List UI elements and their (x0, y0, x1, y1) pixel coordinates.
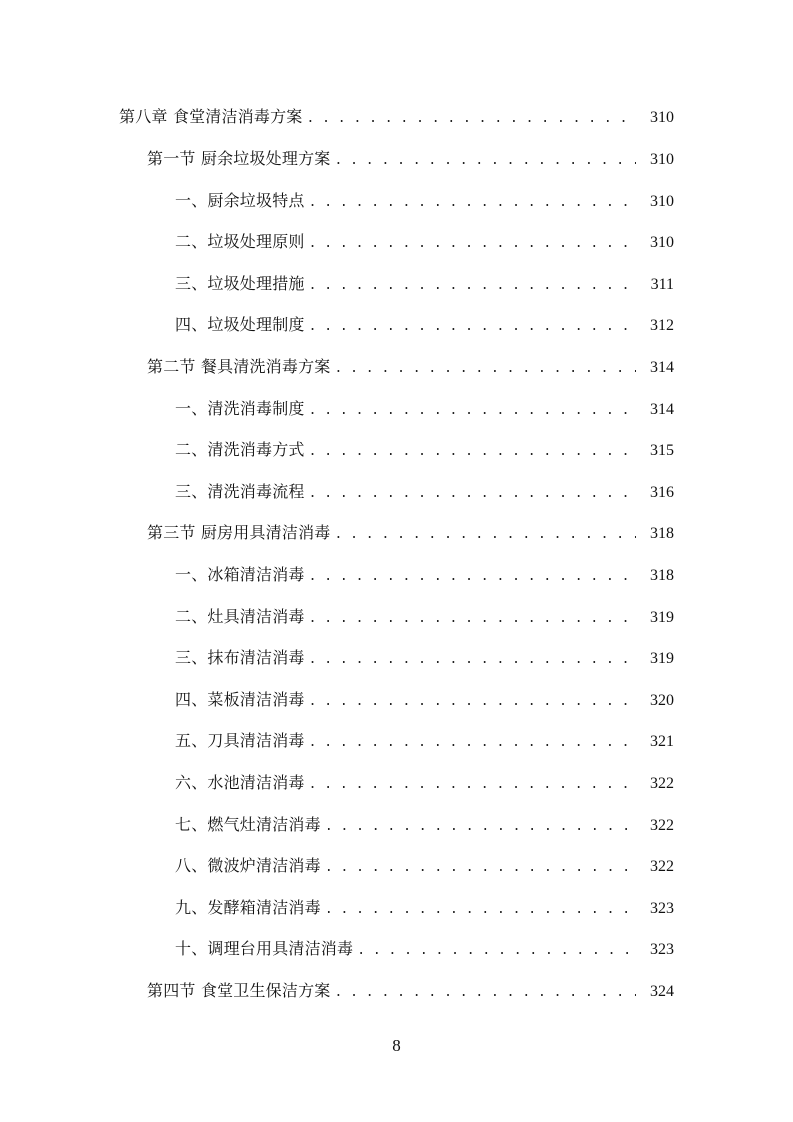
toc-entry-page: 322 (650, 858, 674, 875)
toc-entry-title: 五、刀具清洁消毒 (175, 731, 305, 750)
toc-entry-title: 一、厨余垃圾特点 (175, 191, 305, 210)
dot-leader (357, 939, 636, 963)
toc-entry-page: 310 (650, 234, 674, 251)
toc-entry-item[interactable] (175, 313, 674, 337)
toc-entry-page: 312 (650, 317, 674, 334)
toc-entry-page: 321 (650, 733, 674, 750)
toc-entry-section-2[interactable] (147, 355, 674, 379)
toc-entry-title: 第二节 餐具清洗消毒方案 (147, 357, 331, 376)
dot-leader (309, 191, 636, 215)
toc-entry-page: 320 (650, 692, 674, 709)
dot-leader (325, 898, 636, 922)
toc-entry-item[interactable] (175, 937, 674, 961)
toc-entry-page: 322 (650, 775, 674, 792)
toc-entry-title: 八、微波炉清洁消毒 (175, 856, 321, 875)
dot-leader (325, 856, 636, 880)
dot-leader (309, 565, 636, 589)
page-number: 8 (392, 1036, 401, 1055)
dot-leader (309, 607, 636, 631)
dot-leader (309, 773, 636, 797)
toc-entry-title: 十、调理台用具清洁消毒 (175, 939, 354, 958)
toc-entry-title: 六、水池清洁消毒 (175, 773, 305, 792)
toc-entry-title: 三、抹布清洁消毒 (175, 648, 305, 667)
toc-entry-chapter-8[interactable] (119, 105, 674, 129)
toc-entry-page: 319 (650, 650, 674, 667)
toc-entry-title: 三、垃圾处理措施 (175, 274, 305, 293)
toc-entry-item[interactable] (175, 771, 674, 795)
toc-entry-item[interactable] (175, 605, 674, 629)
toc-entry-page: 323 (650, 900, 674, 917)
dot-leader (309, 482, 636, 506)
toc-entry-section-3[interactable] (147, 521, 674, 545)
toc-entry-section-4[interactable] (147, 979, 674, 1003)
toc-entry-item[interactable] (175, 230, 674, 254)
toc-entry-item[interactable] (175, 854, 674, 878)
dot-leader (307, 107, 637, 131)
toc-entry-page: 316 (650, 484, 674, 501)
toc-entry-title: 第四节 食堂卫生保洁方案 (147, 981, 331, 1000)
toc-entry-title: 九、发酵箱清洁消毒 (175, 898, 321, 917)
toc-entry-title: 一、冰箱清洁消毒 (175, 565, 305, 584)
toc-entry-item[interactable] (175, 438, 674, 462)
toc-entry-section-1[interactable] (147, 147, 674, 171)
toc-entry-item[interactable] (175, 189, 674, 213)
toc-entry-page: 318 (650, 567, 674, 584)
toc-entry-item[interactable] (175, 646, 674, 670)
toc-entry-title: 二、清洗消毒方式 (175, 440, 305, 459)
dot-leader (335, 981, 637, 1005)
toc-entry-page: 323 (650, 941, 674, 958)
toc-entry-item[interactable] (175, 688, 674, 712)
toc-entry-item[interactable] (175, 397, 674, 421)
dot-leader (309, 648, 636, 672)
dot-leader (309, 232, 636, 256)
toc-entry-page: 322 (650, 817, 674, 834)
toc-entry-title: 第三节 厨房用具清洁消毒 (147, 523, 331, 542)
dot-leader (309, 315, 636, 339)
toc-entry-page: 324 (650, 983, 674, 1000)
toc-entry-item[interactable] (175, 272, 674, 296)
toc-entry-page: 311 (650, 276, 674, 293)
toc-entry-page: 314 (650, 359, 674, 376)
dot-leader (309, 690, 636, 714)
toc-entry-page: 315 (650, 442, 674, 459)
dot-leader (335, 149, 637, 173)
toc-entry-item[interactable] (175, 729, 674, 753)
toc-entry-item[interactable] (175, 896, 674, 920)
dot-leader (309, 399, 636, 423)
toc-entry-title: 四、垃圾处理制度 (175, 315, 305, 334)
dot-leader (309, 274, 636, 298)
toc-entry-title: 一、清洗消毒制度 (175, 399, 305, 418)
toc-entry-page: 310 (650, 151, 674, 168)
toc-entry-page: 310 (650, 193, 674, 210)
toc-entry-page: 318 (650, 525, 674, 542)
dot-leader (309, 440, 636, 464)
dot-leader (309, 731, 636, 755)
toc-entry-item[interactable] (175, 480, 674, 504)
toc-entry-page: 314 (650, 401, 674, 418)
dot-leader (335, 523, 637, 547)
toc-entry-title: 第一节 厨余垃圾处理方案 (147, 149, 331, 168)
toc-entry-title: 二、灶具清洁消毒 (175, 607, 305, 626)
toc-entry-title: 二、垃圾处理原则 (175, 232, 305, 251)
toc-entry-title: 四、菜板清洁消毒 (175, 690, 305, 709)
toc-entry-item[interactable] (175, 563, 674, 587)
toc-entry-title: 三、清洗消毒流程 (175, 482, 305, 501)
toc-entry-title: 第八章 食堂清洁消毒方案 (119, 107, 303, 126)
dot-leader (335, 357, 637, 381)
toc-entry-item[interactable] (175, 813, 674, 837)
toc-entry-page: 319 (650, 609, 674, 626)
dot-leader (325, 815, 636, 839)
toc-entry-page: 310 (650, 109, 674, 126)
toc-entry-title: 七、燃气灶清洁消毒 (175, 815, 321, 834)
